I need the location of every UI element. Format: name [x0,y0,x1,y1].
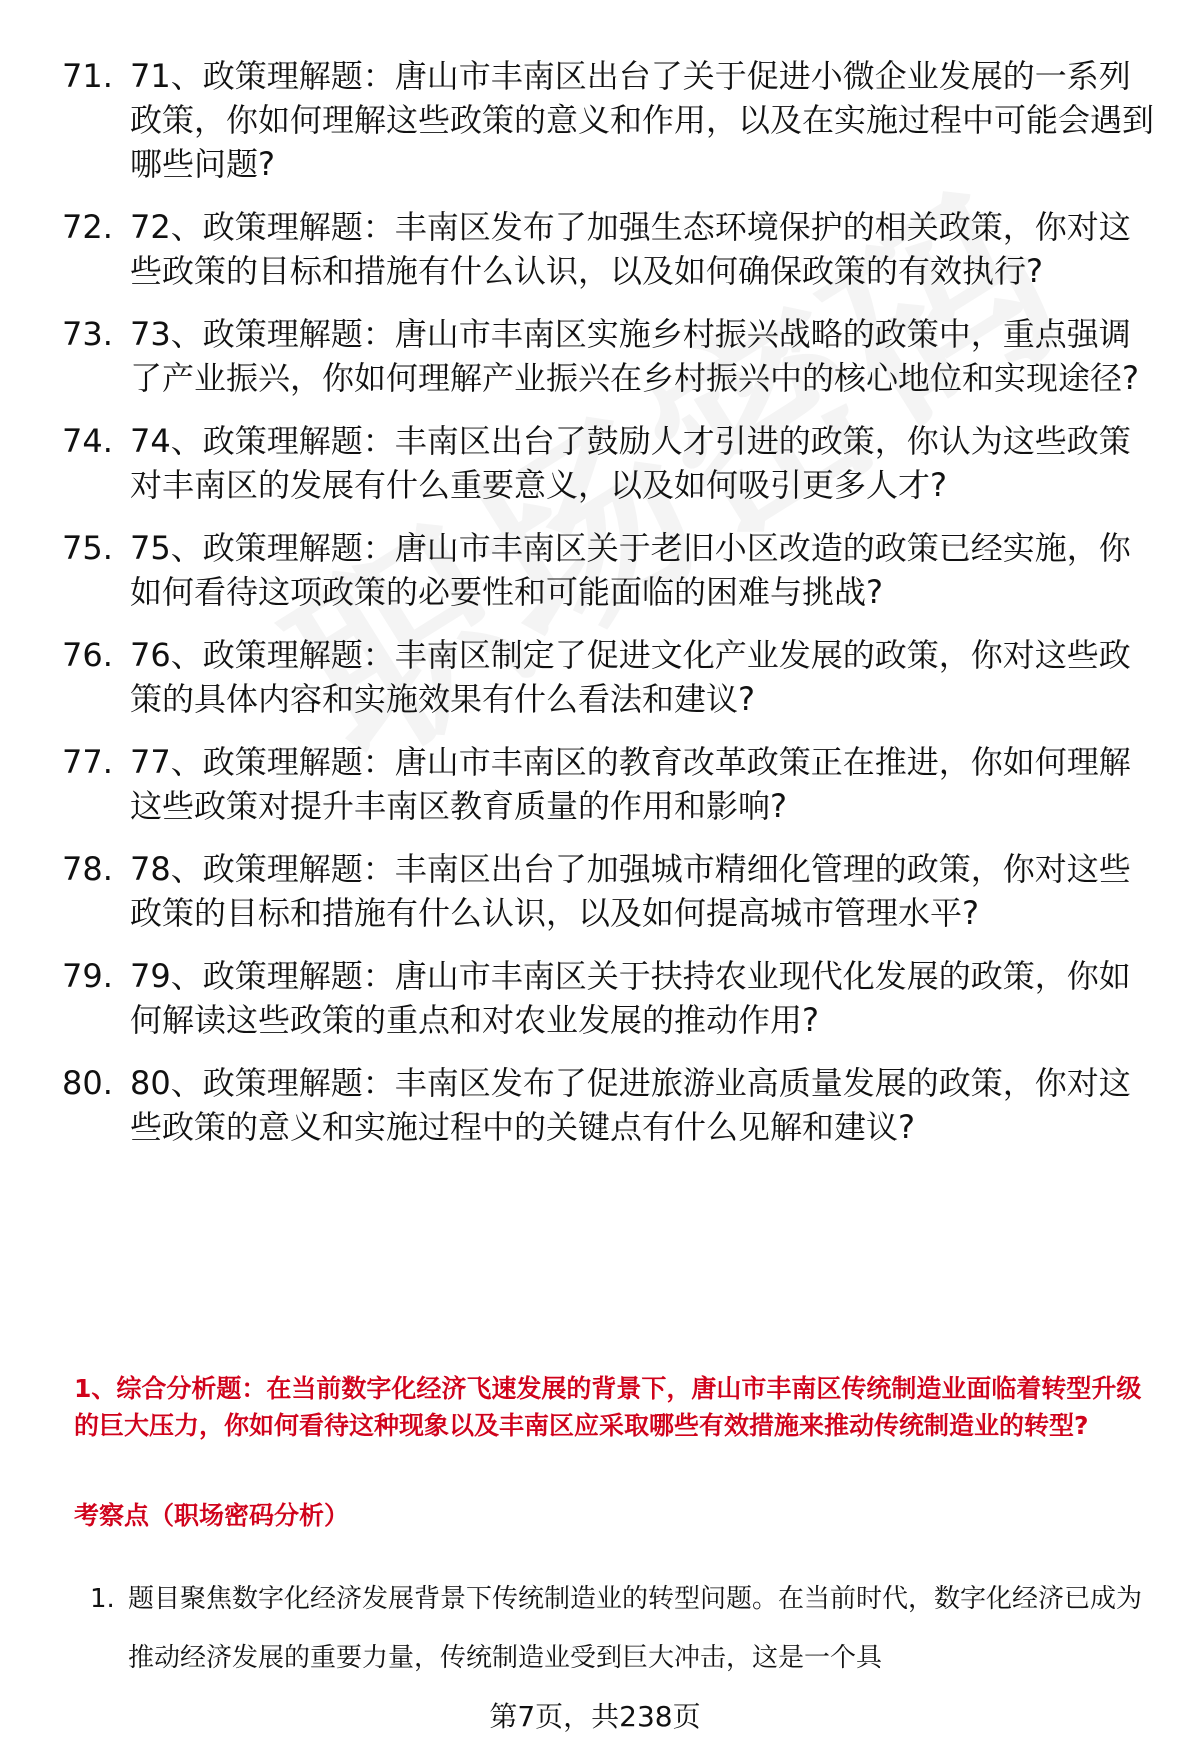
question-number: 78. [62,850,113,888]
question-item-73 [62,312,1162,400]
question-number: 74. [62,422,113,460]
question-number: 75. [62,529,113,567]
question-number: 76. [62,636,113,674]
question-item-79 [62,954,1162,1042]
question-text: 79、政策理解题：唐山市丰南区关于扶持农业现代化发展的政策，你如何解读这些政策的重点和对农业发展的推动作用? [130,957,1131,1039]
question-text: 76、政策理解题：丰南区制定了促进文化产业发展的政策，你对这些政策的具体内容和实施效果有什么看法和建议? [130,636,1131,718]
question-text: 73、政策理解题：唐山市丰南区实施乡村振兴战略的政策中，重点强调了产业振兴，你如何理解产业振兴在乡村振兴中的核心地位和实现途径? [130,315,1139,397]
question-text: 74、政策理解题：丰南区出台了鼓励人才引进的政策，你认为这些政策对丰南区的发展有什么重要意义，以及如何吸引更多人才? [130,422,1131,504]
question-item-71 [62,54,1162,186]
question-number: 72. [62,208,113,246]
question-item-78 [62,847,1162,935]
question-text: 72、政策理解题：丰南区发布了加强生态环境保护的相关政策，你对这些政策的目标和措施有什么认识，以及如何确保政策的有效执行? [130,208,1131,290]
question-text: 77、政策理解题：唐山市丰南区的教育改革政策正在推进，你如何理解这些政策对提升丰南区教育质量的作用和影响? [130,743,1131,825]
question-list [62,54,1162,1168]
point-number: 1. [90,1584,115,1614]
question-number: 79. [62,957,113,995]
question-item-76 [62,633,1162,721]
question-text: 71、政策理解题：唐山市丰南区出台了关于促进小微企业发展的一系列政策，你如何理解这些政策的意义和作用，以及在实施过程中可能会遇到哪些问题? [130,57,1155,183]
question-number: 77. [62,743,113,781]
question-number: 80. [62,1064,113,1102]
question-item-75 [62,526,1162,614]
question-text: 78、政策理解题：丰南区出台了加强城市精细化管理的政策，你对这些政策的目标和措施有什么认识，以及如何提高城市管理水平? [130,850,1131,932]
question-text: 75、政策理解题：唐山市丰南区关于老旧小区改造的政策已经实施，你如何看待这项政策的必要性和可能面临的困难与挑战? [130,529,1131,611]
question-item-80 [62,1061,1162,1149]
question-item-77 [62,740,1162,828]
page-footer: 第7页，共238页 [489,1700,701,1733]
analysis-question: 1、综合分析题：在当前数字化经济飞速发展的背景下，唐山市丰南区传统制造业面临着转型升级的巨大压力，你如何看待这种现象以及丰南区应采取哪些有效措施来推动传统制造业的转型? [74,1374,1142,1440]
question-text: 80、政策理解题：丰南区发布了促进旅游业高质量发展的政策，你对这些政策的意义和实施过程中的关键点有什么见解和建议? [130,1064,1131,1146]
point-text: 题目聚焦数字化经济发展背景下传统制造业的转型问题。在当前时代，数字化经济已成为推动经济发展的重要力量，传统制造业受到巨大冲击，这是一个具 [128,1584,1143,1673]
analysis-point [90,1570,1160,1688]
question-item-74 [62,419,1162,507]
analysis-heading: 考察点（职场密码分析） [74,1501,350,1530]
question-number: 71. [62,57,113,95]
question-item-72 [62,205,1162,293]
question-number: 73. [62,315,113,353]
